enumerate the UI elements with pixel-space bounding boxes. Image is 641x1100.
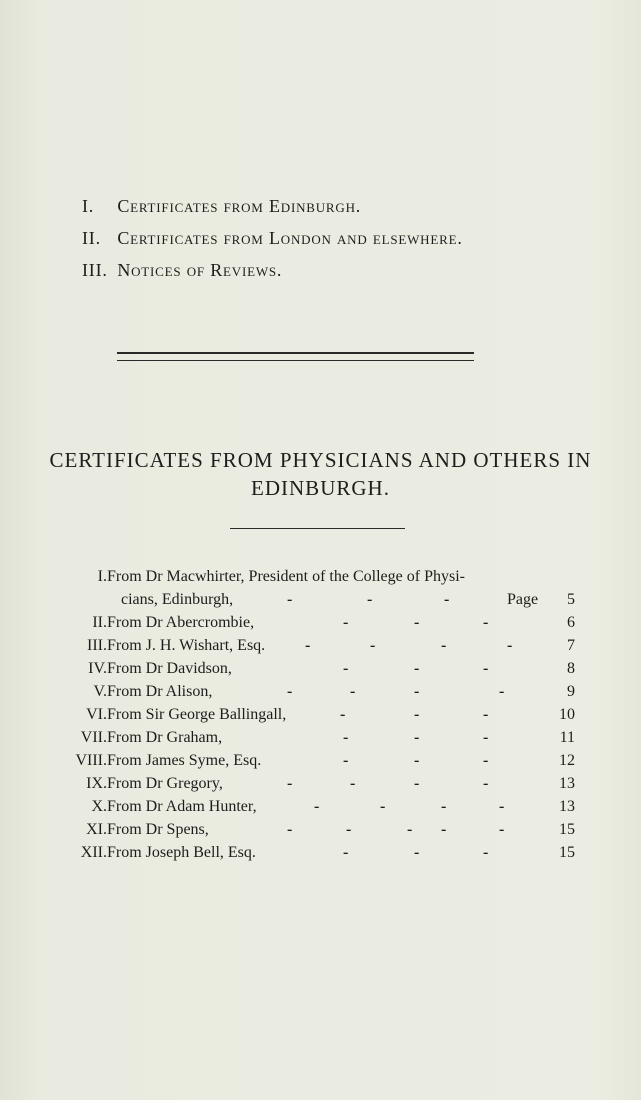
leader-dash: - [314, 798, 320, 815]
leader-dash: - [483, 706, 489, 723]
leader-dash: - [343, 729, 349, 746]
leader-dash: - [414, 683, 420, 700]
index-row [0, 634, 641, 657]
index-row [0, 657, 641, 680]
index-entry-text: From Joseph Bell, Esq. [107, 844, 256, 861]
index-number: I. [97, 568, 107, 585]
page-number: 13 [559, 798, 575, 815]
page-number: 12 [559, 752, 575, 769]
leader-dash: - [483, 660, 489, 677]
leader-dash: - [343, 660, 349, 677]
contents-item [82, 190, 463, 222]
leader-dash: - [350, 775, 356, 792]
index-entry-text: From Sir George Ballingall, [107, 706, 287, 723]
page-number: 6 [567, 614, 575, 631]
contents-list [82, 190, 463, 286]
page-number: 13 [559, 775, 575, 792]
leader-dash: - [441, 798, 447, 815]
index-entry-text: From Dr Adam Hunter, [107, 798, 257, 815]
leader-dash: - [287, 821, 293, 838]
leader-dash: - [483, 775, 489, 792]
leader-dash: - [346, 821, 352, 838]
leader-dash: - [414, 706, 420, 723]
page-number: 11 [559, 729, 575, 746]
index-entry-text: From Dr Gregory, [107, 775, 223, 792]
leader-dash: - [483, 844, 489, 861]
index-entry-text: From James Syme, Esq. [107, 752, 262, 769]
contents-title: Certificates from London and elsewhere. [117, 228, 463, 248]
leader-dash: - [367, 591, 373, 608]
heading-line-1: CERTIFICATES FROM PHYSICIANS AND OTHERS IN [49, 448, 592, 472]
leader-dash: - [441, 637, 447, 654]
index-row [0, 772, 641, 795]
section-heading [40, 446, 601, 502]
leader-dash: - [414, 614, 420, 631]
index-entry-text: From Dr Alison, [107, 683, 213, 700]
double-divider [117, 352, 474, 361]
leader-dash: - [483, 729, 489, 746]
leader-dash: - [287, 683, 293, 700]
leader-dash: - [499, 798, 505, 815]
heading-line-2: EDINBURGH. [251, 476, 390, 500]
index-row [0, 818, 641, 841]
contents-number: III. [82, 260, 108, 280]
leader-dash: - [305, 637, 311, 654]
index-number: XI. [86, 821, 107, 838]
divider [230, 528, 405, 529]
leader-dash: - [414, 775, 420, 792]
index-number: IX. [86, 775, 107, 792]
index-entry-text: From Dr Graham, [107, 729, 223, 746]
contents-item [82, 254, 463, 286]
index-entry-text: From Dr Abercrombie, [107, 614, 255, 631]
index-number: X. [91, 798, 107, 815]
index-entry-text: From Dr Macwhirter, President of the College of Physi- [107, 568, 465, 585]
index-row [0, 749, 641, 772]
leader-dash: - [414, 844, 420, 861]
leader-dash: - [343, 752, 349, 769]
page-number: 15 [559, 844, 575, 861]
index-row [0, 611, 641, 634]
page-number: 10 [559, 706, 575, 723]
index-row [0, 680, 641, 703]
leader-dash: - [441, 821, 447, 838]
leader-dash: - [380, 798, 386, 815]
leader-dash: - [343, 844, 349, 861]
index-row [0, 565, 641, 588]
index-number: III. [87, 637, 107, 654]
contents-item [82, 222, 463, 254]
index-entry-text: From J. H. Wishart, Esq. [107, 637, 266, 654]
index-entry-text: From Dr Spens, [107, 821, 209, 838]
leader-dash: - [350, 683, 356, 700]
leader-dash: - [444, 591, 450, 608]
index-number: VI. [86, 706, 107, 723]
leader-dash: - [499, 683, 505, 700]
contents-title: Certificates from Edinburgh. [117, 196, 362, 216]
index-number: V. [93, 683, 107, 700]
page-label: Page [507, 591, 539, 608]
index-number: IV. [88, 660, 107, 677]
leader-dash: - [340, 706, 346, 723]
contents-number: I. [82, 196, 95, 216]
leader-dash: - [499, 821, 505, 838]
page-number: 9 [567, 683, 575, 700]
leader-dash: - [287, 775, 293, 792]
leader-dash: - [483, 614, 489, 631]
certificate-index [0, 565, 641, 864]
page-number: 5 [567, 591, 575, 608]
index-number: VIII. [75, 752, 107, 769]
leader-dash: - [507, 637, 513, 654]
page-number: 7 [567, 637, 575, 654]
index-row [0, 795, 641, 818]
index-entry-text: cians, Edinburgh, [121, 591, 234, 608]
index-number: II. [92, 614, 107, 631]
leader-dash: - [483, 752, 489, 769]
index-number: XII. [80, 844, 107, 861]
leader-dash: - [287, 591, 293, 608]
index-row [0, 726, 641, 749]
leader-dash: - [370, 637, 376, 654]
leader-dash: - [414, 752, 420, 769]
page-number: 8 [567, 660, 575, 677]
contents-number: II. [82, 228, 101, 248]
index-entry-text: From Dr Davidson, [107, 660, 232, 677]
leader-dash: - [343, 614, 349, 631]
index-row [0, 841, 641, 864]
leader-dash: - [407, 821, 413, 838]
index-row [0, 703, 641, 726]
page-number: 15 [559, 821, 575, 838]
index-row-continuation [0, 588, 641, 611]
leader-dash: - [414, 660, 420, 677]
contents-title: Notices of Reviews. [117, 260, 283, 280]
index-number: VII. [80, 729, 107, 746]
leader-dash: - [414, 729, 420, 746]
